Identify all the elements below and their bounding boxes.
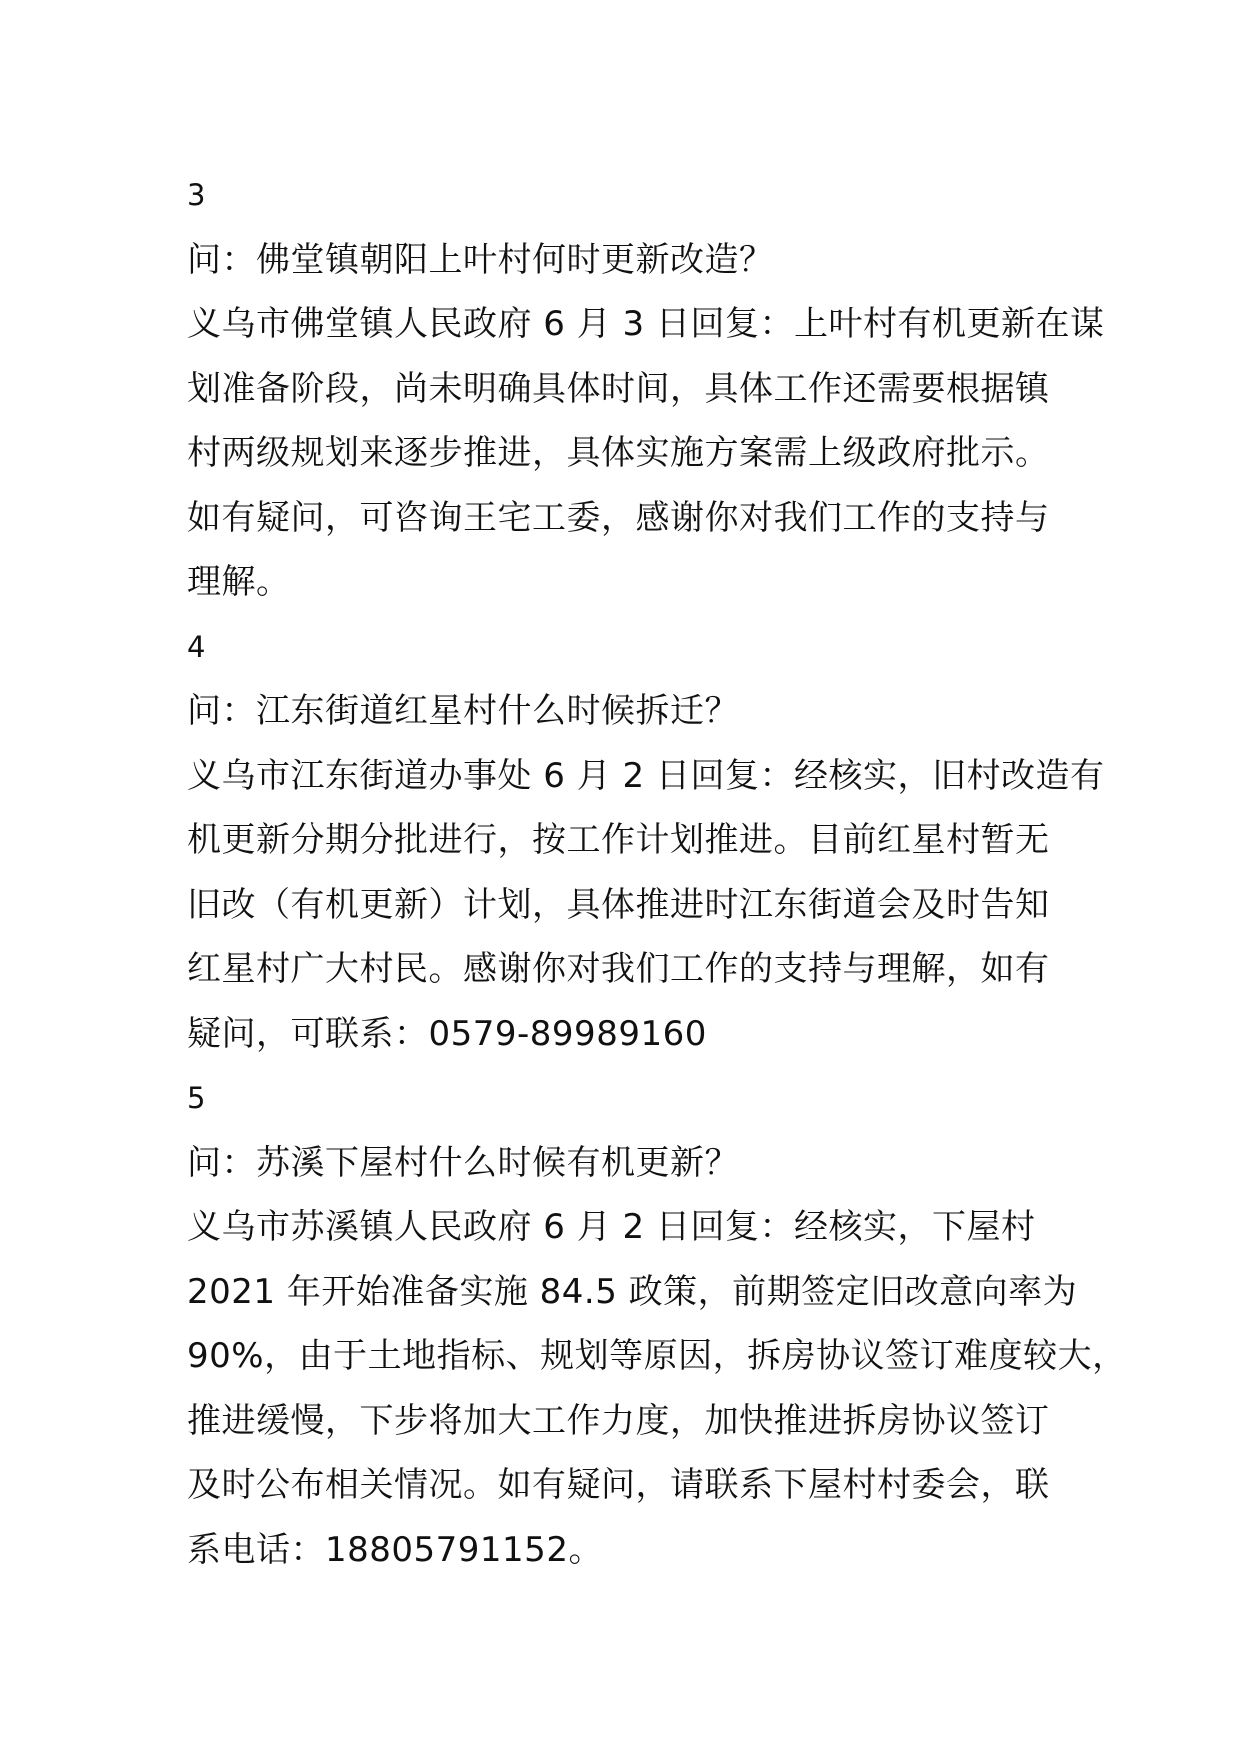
answer-line: 红星村广大村民。感谢你对我们工作的支持与理解，如有 <box>187 949 1050 989</box>
answer-line: 村两级规划来逐步推进，具体实施方案需上级政府批示。 <box>187 433 1050 473</box>
answer-line: 理解。 <box>187 562 291 602</box>
answer-line: 系电话：18805791152。 <box>187 1529 603 1570</box>
answer-line: 90%，由于土地指标、规划等原因，拆房协议签订难度较大， <box>187 1336 1127 1376</box>
answer-line: 旧改（有机更新）计划，具体推进时江东街道会及时告知 <box>187 884 1050 925</box>
document-body <box>187 163 1127 1582</box>
answer-line: 如有疑问，可咨询王宅工委，感谢你对我们工作的支持与 <box>187 497 1050 538</box>
qa-section-5 <box>187 1066 1127 1582</box>
section-number: 5 <box>187 1081 206 1115</box>
section-number: 3 <box>187 178 206 212</box>
qa-section-3 <box>187 163 1105 615</box>
answer-line: 疑问，可联系：0579-89989160 <box>187 1013 707 1054</box>
answer-line: 2021 年开始准备实施 84.5 政策，前期签定旧改意向率为 <box>187 1271 1078 1312</box>
section-number: 4 <box>187 629 206 664</box>
answer-line: 义乌市苏溪镇人民政府 6 月 2 日回复：经核实，下屋村 <box>187 1207 1036 1247</box>
answer-line: 义乌市江东街道办事处 6 月 2 日回复：经核实，旧村改造有 <box>187 755 1105 796</box>
answer-line: 推进缓慢，下步将加大工作力度，加快推进拆房协议签订 <box>187 1400 1050 1441</box>
qa-section-4 <box>187 615 1105 1067</box>
answer-line: 划准备阶段，尚未明确具体时间，具体工作还需要根据镇 <box>187 368 1050 409</box>
question-text: 问：江东街道红星村什么时候拆迁？ <box>187 691 739 731</box>
question-text: 问：佛堂镇朝阳上叶村何时更新改造？ <box>187 239 774 280</box>
answer-line: 及时公布相关情况。如有疑问，请联系下屋村村委会，联 <box>187 1465 1050 1505</box>
answer-line: 机更新分期分批进行，按工作计划推进。目前红星村暂无 <box>187 820 1050 860</box>
question-text: 问：苏溪下屋村什么时候有机更新？ <box>187 1142 739 1183</box>
answer-line: 义乌市佛堂镇人民政府 6 月 3 日回复：上叶村有机更新在谋 <box>187 304 1105 344</box>
